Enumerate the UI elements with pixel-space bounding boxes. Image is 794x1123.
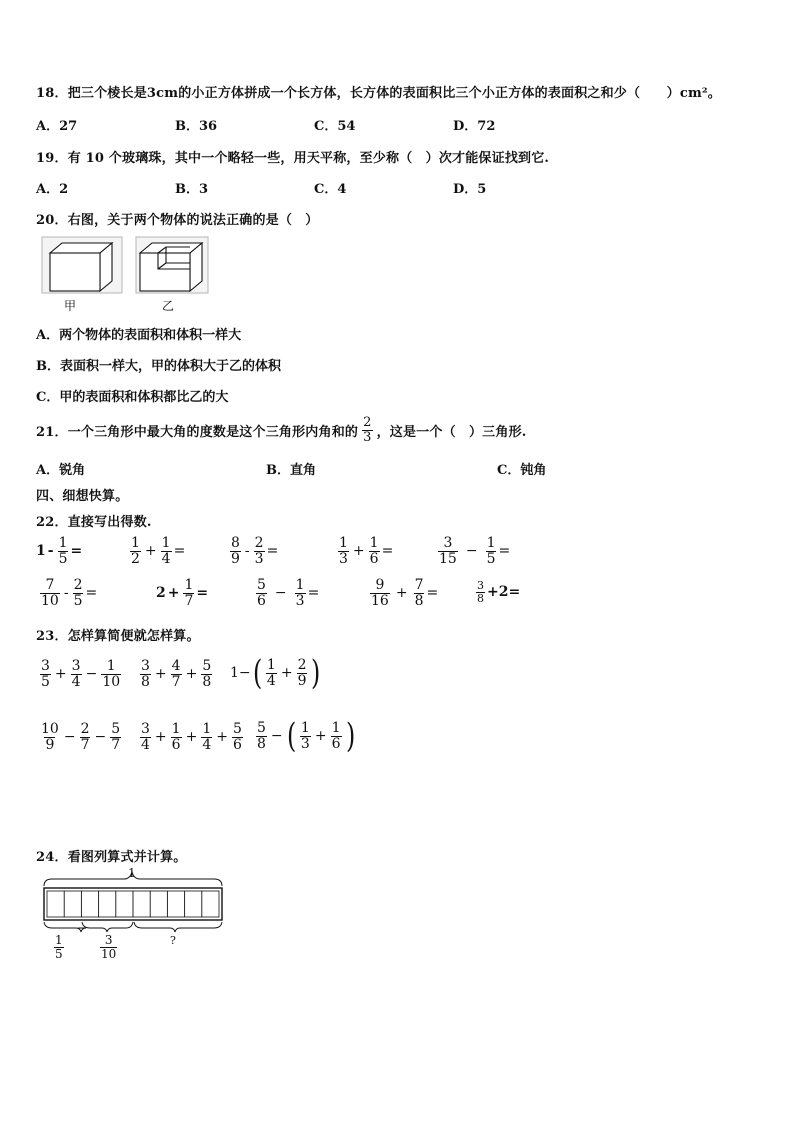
operator: − [85, 666, 98, 683]
denominator: 9 [231, 550, 240, 567]
numerator: 1 [339, 535, 348, 551]
q18-option-d[interactable]: D．72 [453, 119, 496, 134]
equals-sign: = [508, 584, 521, 601]
operator: + [280, 665, 293, 681]
question-18 [36, 82, 721, 101]
q21-text-a: 21．一个三角形中最大角的度数是这个三角形内角和的 [36, 424, 359, 440]
equals-sign: = [307, 585, 320, 602]
equals-sign: = [266, 543, 279, 560]
numerator: 10 [41, 721, 59, 737]
numerator: 3 [41, 658, 50, 674]
denominator: 3 [339, 550, 348, 567]
q24-part2-fraction [98, 934, 119, 960]
q20-figures [40, 235, 212, 295]
q22-expr-3 [228, 536, 278, 566]
denominator: 6 [369, 550, 379, 567]
operator: - [244, 543, 250, 560]
numerator: 5 [257, 577, 266, 593]
q22-expr-5 [436, 536, 510, 566]
question-23: 23．怎样算简便就怎样算。 [36, 629, 200, 644]
denominator: 7 [171, 673, 181, 690]
numerator: 5 [232, 721, 242, 737]
denominator: 16 [371, 592, 389, 609]
q18-option-c[interactable]: C．54 [314, 119, 356, 134]
operator: + [154, 666, 167, 683]
operator: + [167, 585, 180, 602]
numerator: 3 [141, 658, 150, 674]
denominator: 4 [161, 550, 171, 567]
numerator: 7 [414, 577, 424, 593]
numerator: 2 [80, 721, 90, 737]
numerator: 1 [131, 535, 140, 551]
q19-option-b[interactable]: B．3 [175, 182, 209, 197]
numerator: 5 [257, 719, 266, 736]
q22-expr-10 [474, 580, 520, 604]
q21-option-c[interactable]: C．钝角 [497, 463, 547, 478]
numerator: 7 [45, 577, 55, 593]
section-title: 四、细想快算。 [36, 489, 129, 504]
q18-option-b[interactable]: B．36 [175, 119, 218, 134]
brace-part-3 [134, 922, 222, 932]
operator: - [47, 543, 54, 560]
q18-text-a: 18．把三个棱长是 [36, 86, 147, 101]
q21-fraction [362, 416, 372, 444]
cuboid-b-figure [136, 237, 208, 293]
q21-text-b: ，这是一个（ ）三角形. [376, 424, 527, 440]
numerator: 1 [171, 721, 181, 737]
operator: − [270, 728, 283, 744]
q20-label-b: 乙 [162, 299, 175, 313]
brace-part-2 [82, 922, 133, 932]
question-22: 22．直接写出得数. [36, 515, 152, 530]
left-paren: ( [252, 653, 262, 693]
numerator: 3 [104, 933, 113, 947]
q24-total-label: 1 [128, 866, 136, 880]
brace-part-1 [44, 922, 86, 932]
whole-number: 2 [156, 585, 166, 602]
operator: + [395, 585, 408, 602]
question-19: 19．有 10 个玻璃珠，其中一个略轻一些，用天平称，至少称（ ）次才能保证找到它. [36, 151, 550, 166]
numerator: 1 [331, 719, 341, 736]
operator: + [216, 729, 228, 746]
numerator: 1 [486, 535, 496, 551]
numerator: 1 [106, 658, 116, 674]
denominator: 6 [257, 592, 266, 609]
left-paren: ( [286, 716, 296, 756]
denominator: 4 [141, 736, 150, 753]
numerator: 2 [297, 656, 307, 673]
numerator: 5 [111, 721, 121, 737]
denominator: 6 [331, 735, 341, 752]
numerator: 1 [369, 535, 379, 551]
q22-expr-1 [36, 536, 82, 566]
numerator: 1 [266, 656, 276, 673]
numerator: 3 [141, 721, 150, 737]
numerator: 1 [300, 719, 310, 736]
q22-expr-6 [38, 578, 97, 608]
operator: − [465, 543, 478, 560]
q20-label-a: 甲 [64, 299, 77, 313]
q23-expr-3 [230, 653, 323, 693]
q18-text-b: 的小正方体拼成一个长方体，长方体的表面积比三个小正方体的表面积之和少（ ） [178, 86, 680, 101]
denominator: 9 [297, 672, 307, 689]
numerator: 3 [477, 579, 484, 592]
numerator: 1 [184, 577, 194, 593]
q21-option-a[interactable]: A．锐角 [36, 463, 86, 478]
q22-expr-8 [254, 578, 319, 608]
denominator: 6 [171, 736, 181, 753]
numerator: 8 [231, 535, 240, 551]
numerator: 3 [71, 658, 81, 674]
q23-expr-1 [38, 659, 123, 689]
denominator: 5 [41, 673, 50, 690]
numerator: 2 [254, 535, 264, 551]
right-paren: ) [311, 653, 321, 693]
operator: + [144, 543, 157, 560]
question-24: 24．看图列算式并计算。 [36, 850, 187, 865]
q24-segment-diagram [38, 866, 228, 966]
question-20: 20．右图，关于两个物体的说法正确的是（ ） [36, 213, 319, 228]
operator: − [94, 729, 107, 746]
q18-option-a[interactable]: A．27 [36, 119, 78, 134]
operator: − [274, 585, 287, 602]
q20-option-b[interactable]: B．表面积一样大，甲的体积大于乙的体积 [36, 359, 281, 374]
denominator: 8 [141, 673, 150, 690]
denominator: 5 [55, 946, 63, 961]
operator: + [352, 543, 365, 560]
q23-expr-4 [38, 722, 123, 752]
operator: + [487, 584, 499, 601]
numerator: 4 [171, 658, 181, 674]
equals-sign: = [498, 543, 511, 560]
q18-unit: cm²。 [679, 86, 722, 101]
numerator: 2 [73, 577, 83, 593]
denominator: 8 [477, 591, 484, 605]
q21-option-b[interactable]: B．直角 [266, 463, 316, 478]
denominator: 6 [232, 736, 242, 753]
whole-number: 2 [498, 584, 509, 601]
equals-sign: = [70, 543, 83, 560]
numerator: 9 [375, 577, 385, 593]
denominator: 10 [101, 946, 117, 961]
q19-option-d[interactable]: D．5 [453, 182, 487, 197]
denominator: 4 [266, 672, 276, 689]
denominator: 8 [202, 673, 212, 690]
equals-sign: = [85, 585, 98, 602]
whole-number: 1 [36, 543, 46, 560]
equals-sign: = [196, 585, 209, 602]
operator: + [185, 729, 198, 746]
operator: + [185, 666, 198, 683]
denominator: 5 [486, 550, 496, 567]
question-21 [36, 416, 527, 444]
right-paren: ) [345, 716, 355, 756]
denominator: 3 [254, 550, 264, 567]
denominator: 3 [300, 735, 310, 752]
equals-sign: = [381, 543, 394, 560]
denominator: 3 [295, 592, 305, 609]
denominator: 4 [71, 673, 81, 690]
denominator: 10 [41, 592, 59, 609]
denominator: 15 [439, 550, 457, 567]
operator: + [314, 728, 327, 744]
q22-expr-9 [368, 578, 438, 608]
numerator: 3 [443, 535, 453, 551]
numerator: 1 [161, 535, 171, 551]
q23-expr-6 [254, 716, 357, 756]
q22-expr-7 [156, 578, 208, 608]
denominator: 4 [202, 736, 212, 753]
q24-part1-fraction [52, 934, 66, 960]
numerator: 1 [295, 577, 305, 593]
equals-sign: = [173, 543, 186, 560]
numerator: 5 [202, 658, 212, 674]
q23-expr-5 [138, 722, 245, 752]
denominator: 8 [257, 735, 266, 752]
q21-frac-den: 3 [363, 429, 372, 445]
cuboid-a-figure [42, 237, 122, 293]
q20-option-a[interactable]: A．两个物体的表面积和体积一样大 [36, 328, 242, 343]
q18-number: 3cm [146, 86, 179, 101]
q19-option-c[interactable]: C．4 [314, 182, 347, 197]
denominator: 2 [131, 550, 140, 567]
denominator: 8 [414, 592, 424, 609]
q22-expr-2 [128, 536, 185, 566]
denominator: 7 [80, 736, 90, 753]
operator: + [154, 729, 167, 746]
operator: - [63, 585, 69, 602]
denominator: 10 [102, 673, 121, 690]
q20-option-c[interactable]: C．甲的表面积和体积都比乙的大 [36, 390, 229, 405]
lead-term: 1− [230, 665, 251, 681]
numerator: 1 [58, 535, 68, 551]
q22-expr-4 [336, 536, 393, 566]
numerator: 1 [202, 721, 212, 737]
equals-sign: = [426, 585, 439, 602]
denominator: 5 [73, 592, 83, 609]
operator: − [63, 729, 76, 746]
q23-expr-2 [138, 659, 214, 689]
bar-dividers [64, 891, 202, 917]
denominator: 7 [111, 736, 121, 753]
denominator: 9 [45, 736, 55, 753]
q19-option-a[interactable]: A．2 [36, 182, 69, 197]
denominator: 7 [184, 592, 194, 609]
q21-frac-num: 2 [363, 415, 372, 430]
numerator: 1 [55, 933, 63, 947]
q24-unknown-label: ? [170, 934, 176, 947]
denominator: 5 [58, 550, 68, 567]
operator: + [54, 666, 67, 683]
